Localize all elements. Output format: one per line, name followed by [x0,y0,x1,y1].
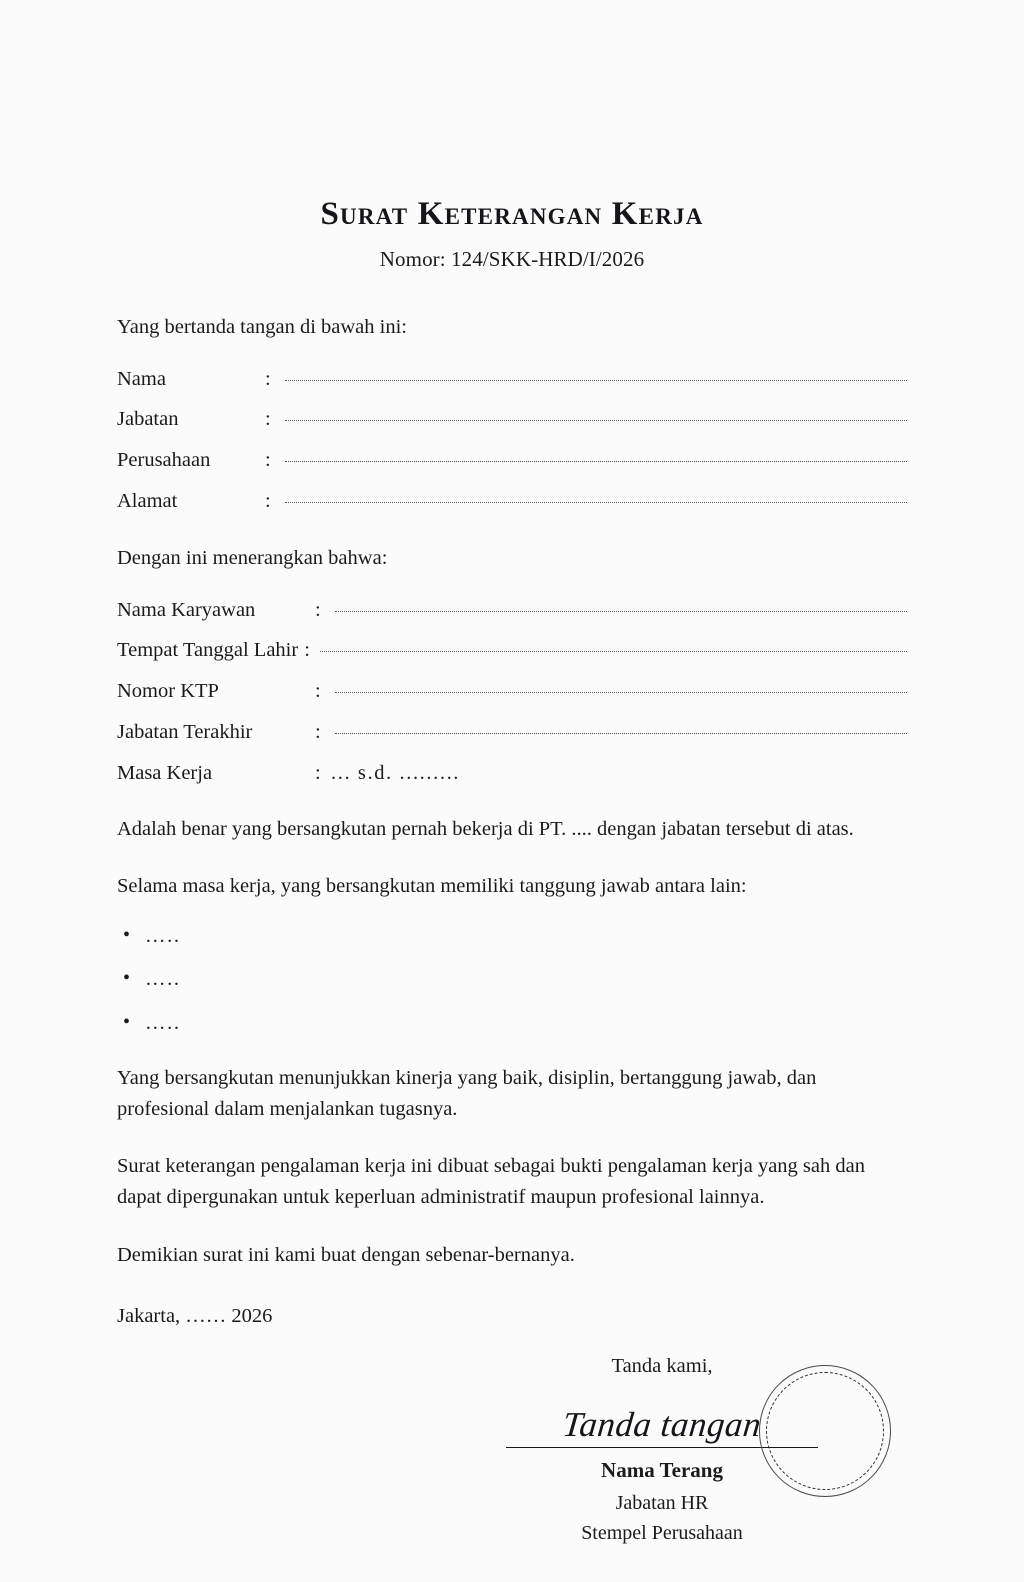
signatory-role: Jabatan HR [615,1491,709,1514]
list-item [117,964,907,995]
field-label-perusahaan: Perusahaan [117,449,211,472]
field-colon: : [304,639,310,662]
list-item [117,921,907,952]
field-row [117,718,907,748]
field-colon: : [315,680,321,703]
company-stamp-icon [759,1365,891,1497]
field-row [117,487,907,517]
field-label-masa-kerja: Masa Kerja [117,761,213,784]
field-label-alamat: Alamat [117,489,178,512]
field-row [117,677,907,707]
field-colon: : [315,761,321,784]
list-item [117,1008,907,1039]
field-colon: : [265,489,271,512]
field-row [117,446,907,476]
field-row [117,405,907,435]
paragraph-employment-confirmation: Adalah benar yang bersangkutan pernah bekerja di PT. .... dengan jabatan tersebut di atas. [117,818,854,841]
list-item-text: ….. [145,968,181,991]
page-title: Surat Keterangan Kerja [320,196,704,232]
field-colon: : [265,408,271,431]
field-label-nama: Nama [117,367,166,390]
field-label-jabatan: Jabatan [117,408,179,431]
paragraph-performance: Yang bersangkutan menunjukkan kinerja yang baik, disiplin, bertanggung jawab, dan profesional dalam menjalankan tugasnya. [117,1066,817,1121]
stamp-inner-dashed-circle [766,1372,884,1490]
paragraph-responsibilities-lead: Selama masa kerja, yang bersangkutan memiliki tanggung jawab antara lain: [117,875,747,898]
field-label-nama-karyawan: Nama Karyawan [117,598,256,621]
declarant-fields [117,365,907,517]
field-leader-nama[interactable] [285,379,907,381]
company-stamp-label: Stempel Perusahaan [581,1521,743,1544]
field-colon: : [265,449,271,472]
field-row [117,759,907,789]
field-colon: : [265,367,271,390]
responsibilities-list [117,921,907,1039]
field-leader-nama-karyawan[interactable] [335,610,907,612]
field-row [117,365,907,395]
paragraph-purpose: Surat keterangan pengalaman kerja ini dibuat sebagai bukti pengalaman kerja yang sah dan dapat dipergunakan untuk keperluan administratif maupun profesional lainnya. [117,1155,865,1209]
paragraph-closing: Demikian surat ini kami buat dengan sebenar-bernanya. [117,1243,575,1266]
list-item-text: ….. [145,1012,181,1035]
intro-text: Yang bertanda tangan di bawah ini: [117,315,407,338]
handwritten-signature: Tanda tangan [560,1404,764,1444]
field-colon: : [315,598,321,621]
signature-area [117,1352,907,1582]
field-colon: : [315,720,321,743]
field-leader-perusahaan[interactable] [285,460,907,462]
field-row [117,636,907,666]
list-item-text: ….. [145,924,181,947]
field-label-jabatan-terakhir: Jabatan Terakhir [117,720,253,743]
field-leader-nomor-ktp[interactable] [335,691,907,693]
date-line: Jakarta, …… 2026 [117,1304,273,1327]
document-number: Nomor: 124/SKK-HRD/I/2026 [379,246,645,271]
field-leader-tempat-tanggal-lahir[interactable] [320,650,907,652]
field-leader-jabatan-terakhir[interactable] [335,732,907,734]
field-label-nomor-ktp: Nomor KTP [117,680,219,703]
field-leader-jabatan[interactable] [285,419,907,421]
statement-lead: Dengan ini menerangkan bahwa: [117,546,388,569]
employee-fields [117,596,907,789]
title-block [0,0,1024,272]
document-body [117,312,907,1582]
signature-closing: Tanda kami, [611,1354,713,1377]
field-row [117,596,907,626]
signatory-name: Nama Terang [601,1458,723,1483]
field-value-masa-kerja[interactable]: ... s.d. ......... [331,761,461,784]
field-label-tempat-tanggal-lahir: Tempat Tanggal Lahir [117,639,299,662]
field-leader-alamat[interactable] [285,501,907,503]
